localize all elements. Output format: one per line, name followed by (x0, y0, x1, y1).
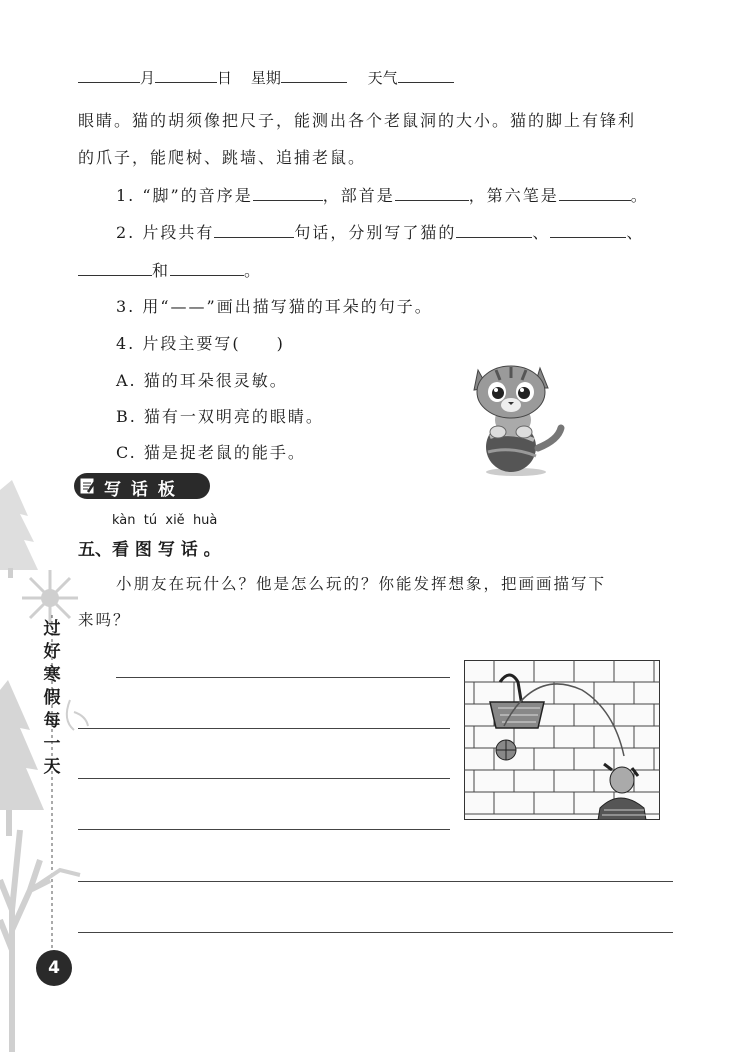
sidebar-char: 假 (43, 688, 61, 708)
section-5-prompt-2: 来吗？ (78, 611, 131, 629)
weather-label: 天气 (367, 69, 398, 87)
page-number: 4 (48, 958, 60, 978)
option-b[interactable]: B. 猫有一双明亮的眼睛。 (116, 407, 324, 426)
writing-line-1[interactable] (116, 677, 450, 678)
q2-blank-2[interactable] (456, 221, 532, 238)
sidebar-char: 每 (43, 711, 61, 731)
section-5-prompt-1: 小朋友在玩什么？他是怎么玩的？你能发挥想象，把画画描写下 (116, 575, 607, 593)
writing-line-4[interactable] (78, 829, 450, 830)
basketball-picture (464, 660, 660, 820)
q2-blank-4[interactable] (78, 259, 152, 276)
question-1: 1. “脚”的音序是 ，部首是 ，第六笔是 。 (116, 186, 649, 205)
sidebar-char: 好 (43, 642, 61, 662)
passage-line-1: 眼睛。猫的胡须像把尺子，能测出各个老鼠洞的大小。猫的脚上有锋利 (78, 111, 637, 130)
q1-blank-1[interactable] (253, 184, 323, 201)
q2-blank-5[interactable] (170, 259, 244, 276)
sidebar-char: 寒 (43, 665, 61, 685)
sidebar-char: 天 (43, 757, 61, 777)
option-c[interactable]: C. 猫是捉老鼠的能手。 (116, 443, 306, 462)
writing-line-3[interactable] (78, 778, 450, 779)
day-label: 日 (217, 69, 233, 87)
q1-blank-3[interactable] (559, 184, 631, 201)
weekday-label: 星期 (250, 69, 281, 87)
question-2: 2. 片段共有 句话，分别写了猫的 、 、 (116, 223, 645, 242)
q1-blank-2[interactable] (395, 184, 469, 201)
date-header (78, 66, 454, 88)
page-number-badge (36, 950, 72, 986)
month-label: 月 (140, 69, 156, 87)
passage-line-2: 的爪子，能爬树、跳墙、追捕老鼠。 (78, 148, 367, 167)
question-2-cont: 和 。 (78, 258, 262, 281)
q2-blank-1[interactable] (214, 221, 294, 238)
cat-on-ball-illustration (466, 362, 572, 478)
section-badge-label: 写 话 板 (104, 480, 177, 500)
section-5-pinyin: kàn tú xiě huà (112, 513, 218, 528)
sidebar-char: 过 (43, 619, 61, 639)
day-blank[interactable] (155, 66, 217, 83)
weather-blank[interactable] (398, 66, 454, 83)
sidebar-vertical-text (41, 618, 63, 779)
q2-blank-3[interactable] (550, 221, 626, 238)
month-blank[interactable] (78, 66, 140, 83)
sidebar-char: 一 (43, 734, 61, 754)
writing-line-5[interactable] (78, 881, 673, 882)
writing-line-6[interactable] (78, 932, 673, 933)
weekday-blank[interactable] (281, 66, 347, 83)
option-a[interactable]: A. 猫的耳朵很灵敏。 (116, 371, 288, 390)
question-3: 3. 用“——”画出描写猫的耳朵的句子。 (116, 297, 433, 316)
section-5-title: 五、看 图 写 话 。 (78, 540, 221, 560)
question-4: 4. 片段主要写( ) (116, 334, 285, 353)
writing-line-2[interactable] (78, 728, 450, 729)
